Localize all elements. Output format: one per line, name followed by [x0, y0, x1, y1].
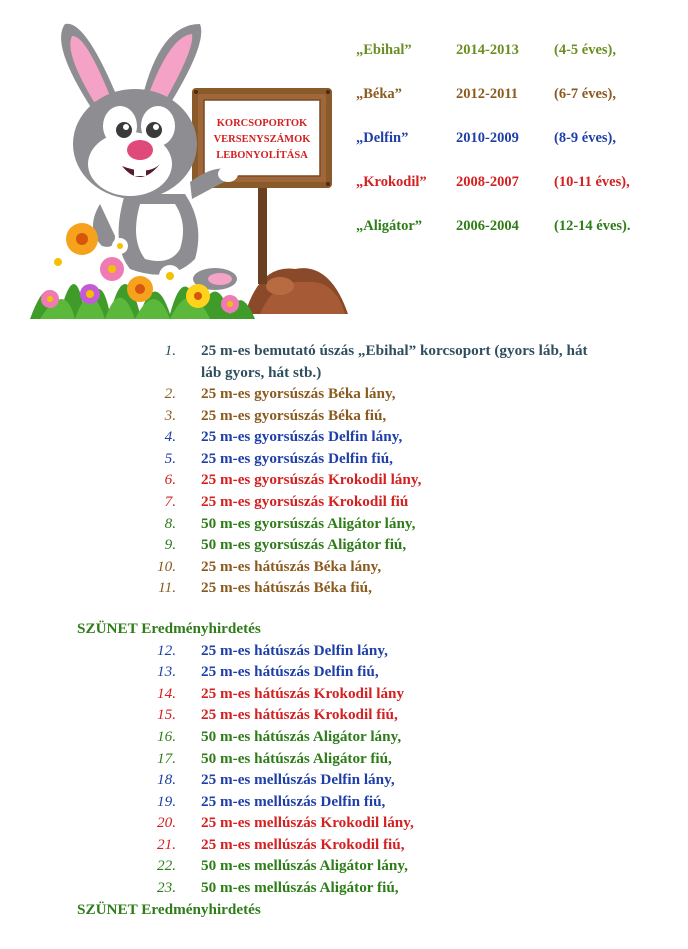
event-text: 25 m-es bemutató úszás „Ebihal” korcsoport (gyors láb, hát láb gyors, hát stb.)	[201, 342, 588, 381]
age-group-row	[356, 172, 686, 216]
event-row	[0, 513, 688, 535]
break-announcement: SZÜNET Eredményhirdetés	[77, 619, 261, 637]
event-text	[201, 448, 393, 470]
event-number: 12.	[157, 641, 176, 659]
sign-line-1: KORCSOPORTOK	[216, 118, 308, 129]
event-row	[0, 448, 688, 470]
event-number: 20.	[157, 814, 176, 832]
event-category: Béka fiú,	[313, 579, 372, 597]
event-distance-style: 25 m-es hátúszás	[201, 663, 314, 681]
event-category: Delfin lány,	[313, 641, 388, 659]
event-number: 22.	[157, 857, 176, 875]
event-category: Béka lány,	[313, 557, 382, 575]
event-category: Krokodil fiú,	[313, 706, 398, 724]
age-group-name: „Delfin”	[356, 130, 409, 146]
event-distance-style: 25 m-es hátúszás	[201, 706, 314, 724]
age-group-years: 2012-2011	[456, 86, 519, 102]
event-number: 4.	[164, 428, 176, 446]
event-text	[201, 704, 398, 726]
age-group-name: „Béka”	[356, 86, 402, 102]
event-row	[0, 640, 688, 662]
event-category: Delfin lány,	[320, 771, 395, 789]
event-number: 23.	[157, 879, 176, 897]
event-distance-style: 25 m-es mellúszás	[201, 814, 321, 832]
age-group-years: 2010-2009	[456, 130, 519, 146]
event-number: 2.	[164, 385, 176, 402]
event-number: 11.	[158, 579, 176, 597]
event-distance-style: 25 m-es mellúszás	[201, 792, 321, 810]
event-row	[0, 855, 688, 877]
event-category: Aligátor fiú,	[319, 879, 399, 897]
event-distance-style: 25 m-es hátúszás	[201, 557, 314, 575]
age-group-age: (4-5 éves),	[554, 42, 617, 58]
event-row	[0, 426, 688, 448]
event-row	[0, 340, 688, 383]
event-distance-style: 25 m-es mellúszás	[201, 771, 321, 789]
event-text	[201, 834, 405, 856]
event-category: Delfin fiú,	[313, 663, 379, 681]
event-text	[201, 855, 408, 877]
event-schedule	[0, 340, 688, 920]
event-distance-style: 25 m-es hátúszás	[201, 579, 314, 597]
age-group-row	[356, 128, 686, 172]
event-number: 1.	[164, 342, 176, 359]
event-distance-style: 50 m-es hátúszás	[201, 727, 313, 745]
event-row	[0, 704, 688, 726]
event-category: Delfin lány,	[327, 428, 403, 446]
event-distance-style: 25 m-es gyorsúszás	[201, 406, 328, 424]
event-distance-style: 25 m-es gyorsúszás	[201, 385, 328, 402]
age-group-years: 2006-2004	[456, 218, 519, 234]
age-group-years: 2008-2007	[456, 174, 519, 190]
event-row	[0, 661, 688, 683]
sign-line-2: VERSENYSZÁMOK	[213, 134, 311, 145]
event-category: Aligátor fiú,	[327, 536, 407, 554]
age-group-age: (8-9 éves),	[554, 130, 617, 146]
event-row	[0, 877, 688, 899]
event-row	[0, 812, 688, 834]
event-category: Aligátor fiú,	[312, 749, 392, 767]
event-number: 5.	[164, 449, 176, 467]
event-list-part-2	[0, 640, 688, 899]
event-text	[201, 491, 408, 513]
age-group-row	[356, 40, 686, 84]
age-group-age: (10-11 éves),	[554, 174, 630, 190]
age-group-list	[356, 40, 686, 260]
event-text	[201, 683, 404, 705]
age-group-name: „Ebihal”	[356, 42, 412, 58]
event-row	[0, 469, 688, 491]
event-distance-style: 50 m-es mellúszás	[201, 879, 320, 897]
event-distance-style: 25 m-es mellúszás	[201, 835, 321, 853]
event-category: Krokodil lány,	[327, 471, 422, 489]
event-number: 7.	[164, 492, 176, 510]
event-category: Delfin fiú,	[327, 449, 393, 467]
event-number: 17.	[157, 749, 176, 767]
event-category: Béka fiú,	[327, 406, 387, 424]
event-distance-style: 50 m-es hátúszás	[201, 749, 313, 767]
age-group-age: (6-7 éves),	[554, 86, 617, 102]
event-number: 19.	[157, 792, 176, 810]
event-row	[0, 383, 688, 405]
event-text	[201, 661, 379, 683]
event-text	[201, 469, 421, 491]
event-text	[201, 812, 414, 834]
event-text	[201, 383, 396, 405]
event-distance-style: 25 m-es gyorsúszás	[201, 428, 328, 446]
event-number: 10.	[157, 557, 176, 575]
event-text	[201, 877, 399, 899]
event-number: 9.	[164, 536, 176, 554]
event-number: 3.	[164, 406, 176, 424]
event-category: Aligátor lány,	[327, 514, 416, 532]
break-announcement-final: SZÜNET Eredményhirdetés	[77, 900, 261, 918]
event-text	[201, 748, 392, 770]
event-text	[201, 426, 402, 448]
event-row	[0, 556, 688, 578]
event-row	[0, 577, 688, 599]
event-text	[201, 791, 385, 813]
event-distance-style: 25 m-es gyorsúszás	[201, 449, 328, 467]
event-distance-style: 25 m-es hátúszás	[201, 641, 314, 659]
event-row	[0, 834, 688, 856]
age-group-age: (12-14 éves).	[554, 218, 631, 234]
event-text	[201, 769, 395, 791]
event-text	[201, 405, 386, 427]
event-row	[0, 769, 688, 791]
event-number: 6.	[164, 471, 176, 489]
event-number: 8.	[164, 514, 176, 532]
event-number: 15.	[157, 706, 176, 724]
event-category: Aligátor lány,	[319, 857, 408, 875]
event-category: Krokodil fiú,	[320, 835, 405, 853]
event-row	[0, 405, 688, 427]
event-row	[0, 748, 688, 770]
event-distance-style: 50 m-es gyorsúszás	[201, 536, 328, 554]
event-text	[201, 577, 372, 599]
event-number: 21.	[157, 835, 176, 853]
event-text	[201, 534, 406, 556]
age-group-name: „Krokodil”	[356, 174, 427, 190]
event-number: 13.	[157, 663, 176, 681]
event-text	[201, 640, 388, 662]
event-row	[0, 491, 688, 513]
event-row	[0, 791, 688, 813]
event-row	[0, 683, 688, 705]
event-distance-style: 25 m-es hátúszás	[201, 684, 314, 702]
event-distance-style: 50 m-es gyorsúszás	[201, 514, 328, 532]
event-category: Krokodil fiú	[327, 492, 409, 510]
event-distance-style: 25 m-es gyorsúszás	[201, 492, 328, 510]
event-number: 16.	[157, 727, 176, 745]
event-number: 14.	[157, 684, 176, 702]
event-number: 18.	[157, 771, 176, 789]
bunny-sign-illustration	[30, 14, 350, 319]
age-group-years: 2014-2013	[456, 42, 519, 58]
event-category: Delfin fiú,	[320, 792, 386, 810]
event-distance-style: 25 m-es gyorsúszás	[201, 471, 328, 489]
event-text	[201, 556, 381, 578]
event-category: Béka lány,	[327, 385, 396, 402]
age-group-row	[356, 84, 686, 128]
event-text	[201, 513, 415, 535]
event-category: Aligátor lány,	[312, 727, 402, 745]
sign-line-3: LEBONYOLÍTÁSA	[216, 150, 308, 161]
age-group-row	[356, 216, 686, 260]
event-category: Krokodil lány,	[320, 814, 414, 832]
age-group-name: „Aligátor”	[356, 218, 423, 234]
event-row	[0, 726, 688, 748]
event-row	[0, 534, 688, 556]
event-text	[201, 726, 401, 748]
event-list-part-1	[0, 340, 688, 599]
event-category: Krokodil lány	[313, 684, 405, 702]
event-distance-style: 50 m-es mellúszás	[201, 857, 320, 875]
